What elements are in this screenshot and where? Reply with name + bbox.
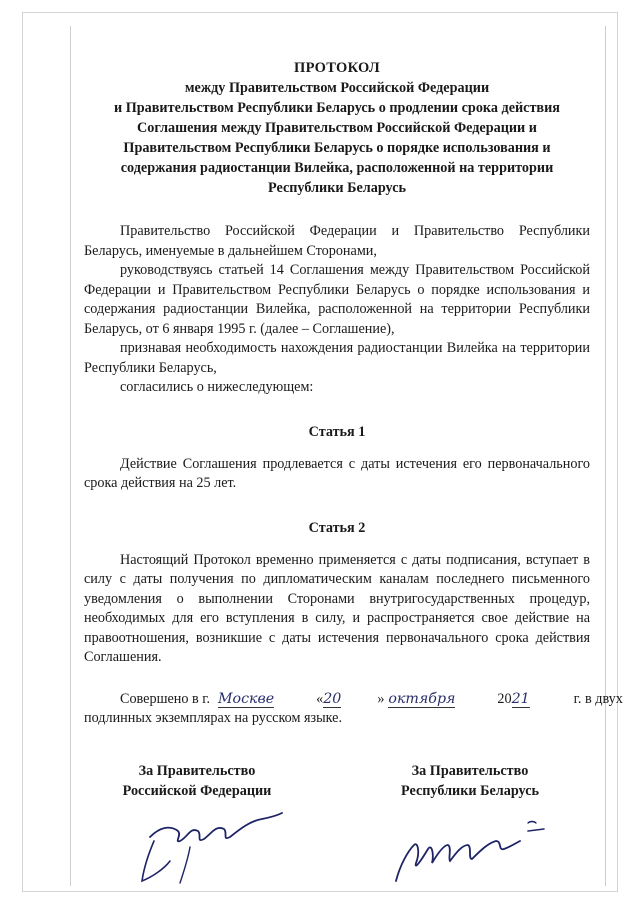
left-margin-rule bbox=[70, 26, 71, 886]
signatory-line: За Правительство bbox=[411, 762, 529, 779]
signed-line-2: подлинных экземплярах на русском языке. bbox=[84, 710, 343, 726]
signatory-belarus bbox=[370, 761, 570, 801]
preamble-paragraph: Правительство Российской Федерации и Правительство Республики Беларусь, именуемые в дальнейшем Сторонами, bbox=[84, 223, 590, 259]
signatory-line: Республики Беларусь bbox=[401, 782, 539, 799]
quote-close: » bbox=[377, 690, 385, 707]
document-title bbox=[84, 58, 590, 198]
signatory-line: За Правительство bbox=[138, 762, 256, 779]
signatory-line: Российской Федерации bbox=[122, 782, 272, 799]
signed-day: 20 bbox=[323, 690, 342, 707]
signed-prefix: Совершено в г. bbox=[120, 690, 211, 707]
quote-open: « bbox=[316, 690, 324, 707]
title-line: Республики Беларусь bbox=[268, 180, 406, 196]
signed-year: 21 bbox=[511, 690, 530, 707]
preamble-paragraph: признавая необходимость нахождения радиостанции Вилейка на территории Республики Беларусь, bbox=[84, 340, 590, 376]
article-2-heading: Статья 2 bbox=[308, 519, 366, 536]
title-line: Правительством Республики Беларусь о порядке использования и bbox=[123, 140, 551, 156]
preamble-paragraph: согласились о нижеследующем: bbox=[120, 379, 314, 395]
signed-city: Москве bbox=[218, 690, 275, 707]
right-margin-rule bbox=[605, 26, 606, 886]
title-line: и Правительством Республики Беларусь о продлении срока действия bbox=[114, 100, 560, 116]
signed-suffix: г. в двух bbox=[573, 690, 623, 707]
signing-place-date bbox=[84, 690, 623, 729]
title-line: Соглашения между Правительством Российской Федерации и bbox=[137, 120, 537, 136]
article-1-heading: Статья 1 bbox=[308, 423, 366, 440]
preamble bbox=[84, 222, 590, 398]
signature-belarus bbox=[378, 801, 548, 896]
article-2-text: Настоящий Протокол временно применяется с даты подписания, вступает в силу с даты получения по дипломатическим каналам последнего письменного уведомления о выполнении Сторонами внутригосударственных процедур, необходимых для его вступления в силу, и распространяется свое действие на правоотношения, возникшие с даты истечения первоначального срока действия Соглашения. bbox=[84, 551, 590, 665]
signature-russia bbox=[130, 797, 290, 892]
title-line: между Правительством Российской Федерации bbox=[184, 80, 490, 96]
signature-section bbox=[84, 761, 590, 901]
signatory-russia bbox=[102, 761, 292, 801]
year-prefix: 20 bbox=[497, 690, 512, 707]
title-main: ПРОТОКОЛ bbox=[293, 60, 380, 76]
preamble-paragraph: руководствуясь статьей 14 Соглашения между Правительством Российской Федерации и Правительством Республики Беларусь о порядке использования и содержания радиостанции Вилейка, расположенной на территории Республики Беларусь, от 6 января 1995 г. (далее – Соглашение), bbox=[84, 262, 590, 337]
article-1-text: Действие Соглашения продлевается с даты истечения его первоначального срока действия на 25 лет. bbox=[84, 455, 590, 491]
signed-month: октября bbox=[388, 690, 456, 707]
title-line: содержания радиостанции Вилейка, расположенной на территории bbox=[120, 160, 554, 176]
document-body bbox=[84, 58, 623, 901]
